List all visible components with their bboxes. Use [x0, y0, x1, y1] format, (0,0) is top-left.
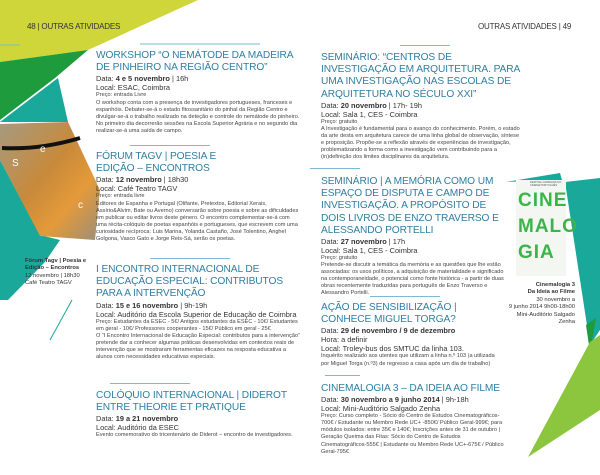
poster-word: MALO	[518, 216, 578, 237]
caption-location: Café Teatro TAGV	[25, 280, 72, 287]
event-location: Local: Sala 1, CES - Coimbra	[321, 109, 418, 119]
divider	[325, 375, 360, 376]
event-description: A Investigação é fundamental para o avanço do conhecimento. Porém, o estado da arte desta em arquitetura carece de uma linha global de observação, síntese e proposição. Propõe-se a reflexão através de experiências de investigação, problematizando a forma como a investigação vem contribuindo para a (in)definição dos limites disciplinares da arquitetura.	[321, 125, 520, 161]
event-description: Preço: Curso completo - Sócio do Centro de Estudos Cinematográficos-700€ / Estudante ou Membro Rede UC+ -850€/ Público Geral-999€; para módulos isolados: entre 35€ e 140€; Inscrições antes de 31 de outubro | Geração Queima das Fitas: Sócio do Centro de Estudos Cinematográficos-555€ | Estudante ou Membro Rede UC+-675€ / Público Geral-795€	[321, 413, 504, 455]
cinemalogia-poster	[516, 180, 578, 276]
event-title: WORKSHOP “O NEMÁTODE DA MADEIRA DE PINHEIRO NA REGIÃO CENTRO”	[96, 50, 293, 74]
event-date: Data: 29 de novembro / 9 de dezembro	[321, 326, 456, 336]
divider	[400, 45, 450, 46]
event-encontro-educacao-especial	[96, 264, 301, 361]
poster-word: GIA	[518, 242, 555, 263]
event-date: Data: 20 novembro | 17h- 19h	[321, 100, 422, 110]
event-title: CINEMALOGIA 3 – DA IDEIA AO FILME	[321, 383, 501, 394]
event-date: Data: 4 e 5 novembro | 16h	[96, 74, 189, 84]
caption-title: Edição – Encontros	[25, 265, 80, 272]
caption-date: 9 junho 2014 9h00-18h00	[508, 304, 575, 311]
divider	[310, 168, 360, 169]
caption-title: Fórum Tagv | Poesia e	[25, 258, 87, 264]
event-title: I ENCONTRO INTERNACIONAL DE EDUCAÇÃO ESPECIAL: CONTRIBUTOS PARA A INTERVENÇÃO	[96, 264, 284, 300]
light-green-shape	[528, 335, 600, 457]
caption-title: Cinemalogia 3	[535, 282, 575, 288]
event-description: O workshop conta com a presença de investigadores portugueses, franceses e espanhóis. Debater-se-á o estado fitossanitário do pinhal da Região Centro e divulgar-se-á o trabalho realizado na deteção e controle do nemátode do pinheiro. No primeiro dia decorrerão sessões na Escola Superior Agrária e no segundo dia realizar-se-á uma saída de campo.	[96, 99, 300, 134]
svg-text:c: c	[78, 200, 83, 211]
event-title: COLÓQUIO INTERNACIONAL | DIDEROT ENTRE THEORIE ET PRATIQUE	[96, 390, 287, 414]
event-coloquio-diderot	[96, 390, 301, 440]
event-location: Local: Mini-Auditório Salgado Zenha	[321, 404, 441, 414]
poster-word: CINE	[518, 190, 568, 211]
poster-subtitle: FESTIVAL CAMINHOS DO CINEMA PORTUGUÊS	[530, 181, 562, 187]
event-date: Data: 19 a 21 novembro	[96, 414, 179, 424]
event-date: Data: 27 novembro | 17h	[321, 237, 406, 247]
event-location: Local: Café Teatro TAGV	[96, 184, 178, 194]
event-price: Preço: entrada livre	[96, 193, 145, 200]
event-acao-miguel-torga	[321, 302, 501, 368]
right-page-folio: OUTRAS ATIVIDADES | 49	[478, 22, 572, 31]
svg-text:S: S	[12, 158, 19, 169]
left-photo-caption	[25, 258, 95, 288]
divider	[130, 145, 210, 146]
event-title: SEMINÁRIO: “CENTROS DE INVESTIGAÇÃO EM ARQUITETURA. PARA UMA INVESTIGAÇÃO NAS ESCOLAS DE ARQUITETURA NO SÉCULO XXI”	[321, 52, 520, 100]
event-cinemalogia	[321, 383, 506, 456]
event-description: Inquérito realizado aos utentes que utilizam a linha n.º 103 (a utilizada por Miguel Torga (n.º3) de regresso a casa após um dia de trabalho)	[321, 353, 495, 367]
event-description: Editores de Espanha e Portugal (Olifante, Pretextos, Editorial Xerais, Assírio&Alvim, Bate ou Averno) conversarão sobre poesia e sobre as dificuldades em publicar ou editar livros deste género. O encontro complementar-se-á com uma récita-colóquio de poetas espanhóis e portugueses, que escrevem com uma curiosidade recíproca: Luis Marina, Yolanda Castaño, José Tolentino, Anghel Golgona, Vasco Gato e Jorge Reis-Sá, serão os poetas.	[96, 200, 299, 242]
event-title: FÓRUM TAGV | POESIA E EDIÇÃO – ENCONTROS	[96, 151, 217, 175]
event-date: Data: 30 novembro a 9 junho 2014 | 9h-18h	[321, 395, 469, 405]
event-location: Local: ESAC, Coimbra	[96, 83, 170, 93]
event-location: Local: Auditório da ESEC	[96, 423, 179, 433]
event-hour: Hora: a definir	[321, 335, 368, 345]
event-seminario-memoria	[321, 176, 506, 298]
event-location: Local: Troley-bus dos SMTUC da linha 103.	[321, 344, 464, 354]
event-date: Data: 12 novembro | 18h30	[96, 175, 189, 185]
event-location: Local: Sala 1, CES - Coimbra	[321, 246, 418, 256]
divider	[110, 383, 190, 384]
divider	[370, 296, 440, 297]
event-workshop-nematode	[96, 50, 301, 135]
event-price: Preço: gratuito	[321, 118, 358, 125]
left-page-folio: 48 | OUTRAS ATIVIDADES	[27, 22, 121, 31]
event-title: SEMINÁRIO | A MEMÓRIA COMO UM ESPAÇO DE DISPUTA E CAMPO DE INVESTIGAÇÃO. A PROPÓSITO DE DOIS LIVROS DE ENZO TRAVERSO E ALESSANDO PORTELLI	[321, 176, 499, 236]
event-location: Local: Auditório da Escola Superior de Educação de Coimbra	[96, 309, 297, 319]
event-forum-tagv	[96, 151, 301, 243]
event-date: Data: 15 e 16 novembro | 9h-19h	[96, 300, 208, 310]
event-description: Pretende-se discutir a temática da memória e as questões que lhe estão associadas: os usos políticos, a adquisição de materialidade e significado na contemporaneidade, o potencial como fonte histórica - a partir de duas obras recentemente traduzidas para português de Enzo Traverso e Alessandro Portelli.	[321, 262, 504, 297]
event-description: O “I Encontro Internacional de Educação Especial: contributos para a intervenção” pretende dar a conhecer algumas práticas desenvolvidas em contextos reais de intervenção que se mostraram ferramentas eficazes na resposta educativa a alunos com necessidades educativas especiais.	[96, 332, 300, 361]
event-seminario-arquitetura	[321, 52, 521, 161]
caption-date: 30 novembro a	[536, 296, 575, 303]
svg-text:e: e	[40, 144, 46, 155]
caption-date: 12 novembro | 18h30	[25, 272, 80, 279]
event-price: Preço: Estudantes da ESEC - 5€/ Antigos estudantes da ESEC - 10€/ Estudantes em geral - 10€/ Professores cooperantes - 15€/ Público em geral - 25€	[96, 318, 298, 332]
divider	[150, 258, 230, 259]
right-poster-caption	[500, 282, 575, 326]
caption-title: Da Ideia ao Filme	[527, 289, 575, 296]
event-title: AÇÃO DE SENSIBILIZAÇÃO | CONHECE MIGUEL TORGA?	[321, 302, 457, 326]
event-description: Evento comemorativo do tricentenário de Diderot – encontro de investigadores.	[96, 432, 293, 439]
event-price: Preço: entrada Livre	[96, 92, 147, 99]
event-price: Preço: gratuito	[321, 255, 358, 262]
caption-location: Mini-Auditório Salgado Zenha	[516, 311, 575, 326]
